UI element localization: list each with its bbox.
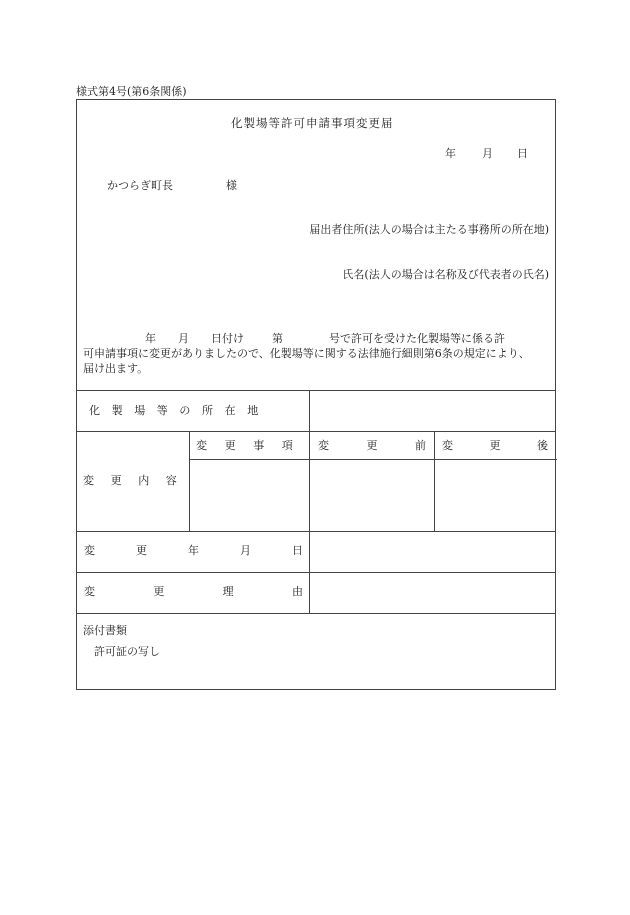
reason-char-2: 更 — [153, 585, 165, 598]
after-char-2: 更 — [489, 439, 501, 452]
col-line-before — [434, 431, 435, 531]
row-line-reason — [77, 613, 555, 614]
attachments-item: 許可証の写し — [94, 645, 160, 658]
change-date-char-5: 日 — [292, 544, 303, 557]
col-line-label — [309, 390, 310, 431]
before-char-2: 更 — [366, 439, 378, 452]
change-content-label: 変更内容 — [83, 474, 194, 487]
body-dai: 第 — [272, 332, 283, 345]
attachments-heading: 添付書類 — [83, 624, 127, 637]
form-number-label: 様式第4号(第6条関係) — [76, 85, 187, 98]
col-line-reason — [309, 572, 310, 613]
body-line-1-rest: 号で許可を受けた化製場等に係る許 — [329, 332, 505, 345]
date-day-label: 日 — [517, 147, 528, 160]
body-month: 月 — [178, 332, 189, 345]
change-date-char-4: 月 — [240, 544, 251, 557]
change-date-char-3: 年 — [188, 544, 199, 557]
before-header — [318, 439, 426, 453]
after-char-1: 変 — [442, 439, 453, 452]
body-year: 年 — [145, 332, 156, 345]
after-header — [442, 439, 548, 453]
col-line-date — [309, 531, 310, 572]
change-date-char-1: 変 — [84, 544, 95, 557]
after-char-3: 後 — [537, 439, 548, 452]
row-line-date — [77, 572, 555, 573]
body-paragraph — [83, 331, 549, 376]
form-title: 化製場等許可申請事項変更届 — [231, 116, 394, 130]
reason-label — [84, 585, 303, 599]
before-char-1: 変 — [318, 439, 329, 452]
body-line-2: 可申請事項に変更がありましたので、化製場等に関する法律施行細則第6条の規定により、 — [83, 347, 530, 360]
date-month-label: 月 — [482, 147, 493, 160]
body-line-1 — [83, 331, 549, 346]
change-date-char-2: 更 — [136, 544, 147, 557]
change-item-header: 変更事項 — [196, 439, 311, 452]
reason-char-1: 変 — [84, 585, 95, 598]
change-date-label — [84, 544, 303, 558]
addressee-name: かつらぎ町長 — [107, 179, 173, 192]
reason-char-4: 由 — [291, 585, 303, 598]
row-line-location — [77, 431, 555, 432]
date-year-label: 年 — [445, 147, 456, 160]
before-char-3: 前 — [415, 439, 426, 452]
row-line-subheader — [189, 459, 557, 460]
row-line-content — [77, 531, 555, 532]
reason-char-3: 理 — [222, 585, 234, 598]
applicant-name-label: 氏名(法人の場合は名称及び代表者の氏名) — [342, 268, 549, 281]
location-label: 化製場等の所在地 — [89, 404, 270, 417]
body-dated: 日付け — [211, 332, 244, 345]
addressee-suffix: 様 — [226, 179, 237, 192]
form-frame — [76, 99, 556, 690]
applicant-address-label: 届出者住所(法人の場合は主たる事務所の所在地) — [309, 223, 549, 236]
table-top-line — [77, 390, 555, 391]
body-line-3: 届け出ます。 — [83, 362, 149, 375]
